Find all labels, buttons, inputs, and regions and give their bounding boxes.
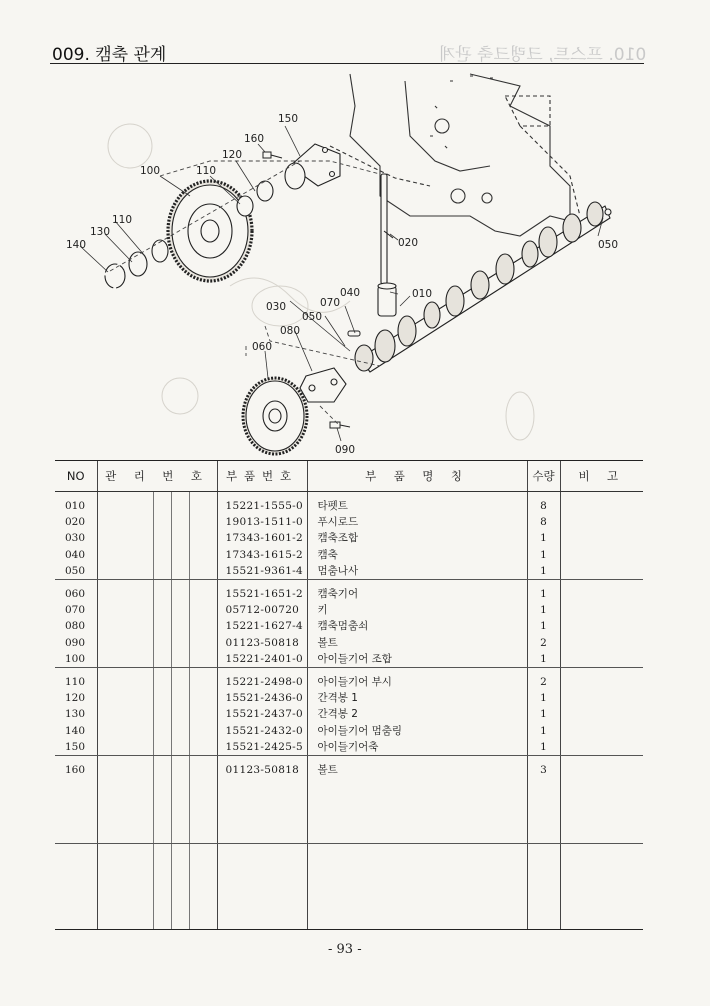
cell-part-no-value: 17343-1601-2: [225, 532, 304, 545]
cell-part-name: [307, 579, 527, 667]
cell-part-no: [217, 755, 307, 843]
cell-mgmt-3: [171, 843, 189, 929]
exploded-parts-diagram: [50, 66, 650, 461]
cell-no-value: 070: [65, 604, 86, 617]
cell-mgmt-4: [189, 667, 217, 755]
cell-part-no-value: 19013-1511-0: [225, 516, 304, 529]
cell-remarks: [560, 755, 643, 843]
title-rule: [50, 63, 644, 64]
callout-030: 030: [266, 301, 287, 313]
cell-mgmt-2: [153, 579, 171, 667]
cell-mgmt-1: [97, 579, 153, 667]
cell-mgmt-2: [153, 755, 171, 843]
cell-no-value: 080: [65, 620, 86, 633]
cell-remarks: [560, 667, 643, 755]
parts-table: [55, 460, 643, 930]
cell-part-name: [307, 843, 527, 929]
cell-mgmt-4: [189, 755, 217, 843]
cell-qty-value: 1: [540, 532, 547, 545]
cell-qty-value: 1: [540, 652, 547, 665]
cell-no-value: 130: [65, 708, 86, 721]
table-row-group: [55, 843, 643, 929]
col-header-mgmt-no: 관 리 번 호: [97, 461, 217, 492]
cell-mgmt-1: [97, 667, 153, 755]
callout-010: 010: [412, 288, 433, 300]
cell-no-value: 030: [65, 532, 86, 545]
cell-mgmt-1: [97, 755, 153, 843]
cell-part-no: [217, 843, 307, 929]
cell-part-name: [307, 667, 527, 755]
callout-150: 150: [278, 113, 299, 125]
cell-qty-value: 1: [540, 740, 547, 753]
cell-remarks: [560, 492, 643, 580]
callout-080: 080: [280, 325, 301, 337]
cell-mgmt-3: [171, 667, 189, 755]
cell-part-no-value: 15221-2498-0: [225, 675, 304, 688]
cell-no: [55, 667, 97, 755]
cell-part-name-value: 아이들기어축: [317, 740, 379, 753]
cell-qty-value: 8: [540, 516, 547, 529]
cell-qty-value: 1: [540, 548, 547, 561]
cell-mgmt-3: [171, 579, 189, 667]
cell-no-value: 040: [65, 548, 86, 561]
table-row-group: [55, 492, 643, 580]
cell-part-no-value: 15521-2432-0: [225, 724, 304, 737]
cell-part-no-value: 15221-2401-0: [225, 652, 304, 665]
col-header-qty: 수량: [527, 461, 560, 492]
cell-part-no-value: 15521-2425-5: [225, 740, 304, 753]
col-header-part-name: 부 품 명 칭: [307, 461, 527, 492]
key: [348, 331, 360, 336]
cell-part-no-value: 05712-00720: [225, 604, 300, 617]
cell-part-no-value: 15521-2436-0: [225, 692, 304, 705]
cell-part-name: [307, 755, 527, 843]
cell-part-no-value: 15221-1627-4: [225, 620, 304, 633]
cell-no-value: 160: [65, 763, 86, 776]
cell-qty-value: 2: [540, 675, 547, 688]
cell-no-value: 100: [65, 652, 86, 665]
page-number: - 93 -: [328, 942, 362, 957]
tappet: [378, 283, 396, 316]
cell-qty: [527, 667, 560, 755]
cell-part-name-value: 푸시로드: [317, 516, 359, 529]
callout-070: 070: [320, 297, 341, 309]
cell-part-no: [217, 667, 307, 755]
cell-qty-value: 2: [540, 636, 547, 649]
callout-160: 160: [244, 133, 265, 145]
cell-mgmt-2: [153, 492, 171, 580]
cell-part-no-value: 01123-50818: [225, 636, 300, 649]
callout-090: 090: [335, 444, 356, 456]
cell-no: [55, 579, 97, 667]
cell-part-no-value: 15521-2437-0: [225, 708, 304, 721]
cell-mgmt-2: [153, 843, 171, 929]
cell-mgmt-2: [153, 667, 171, 755]
camshaft-stopper: [300, 368, 346, 402]
cell-part-name-value: 캠축멈춤쇠: [317, 620, 369, 633]
cell-part-name-value: 볼트: [317, 763, 338, 776]
cell-no-value: 050: [65, 564, 86, 577]
callout-140: 140: [66, 239, 87, 251]
cell-part-no-value: 01123-50818: [225, 763, 300, 776]
table-row-group: [55, 579, 643, 667]
cell-part-name-value: 아이들기어 멈춤링: [317, 724, 402, 737]
cam-gear: [243, 378, 307, 454]
callout-110-lower: 110: [112, 214, 133, 226]
cell-mgmt-1: [97, 843, 153, 929]
cell-qty: [527, 492, 560, 580]
bleed-through-title: 010. 프스트, 크랭크축 관계: [438, 45, 646, 65]
callout-130: 130: [90, 226, 111, 238]
cell-no: [55, 843, 97, 929]
cell-part-name-value: 볼트: [317, 636, 338, 649]
table-row-group: [55, 755, 643, 843]
cell-no-value: 090: [65, 636, 86, 649]
cell-part-name-value: 캠축기어: [317, 587, 359, 600]
callout-040: 040: [340, 287, 361, 299]
cell-part-name-value: 캠축조합: [317, 532, 359, 545]
cell-qty: [527, 579, 560, 667]
idle-gear-shaft: [285, 144, 340, 189]
cell-mgmt-4: [189, 492, 217, 580]
cell-qty-value: 1: [540, 564, 547, 577]
cell-part-name-value: 멈춤나사: [317, 564, 359, 577]
cell-part-name-value: 아이들기어 부시: [317, 675, 392, 688]
cell-no-value: 020: [65, 516, 86, 529]
cell-part-no-value: 15521-1651-2: [225, 587, 304, 600]
cell-no-value: 140: [65, 724, 86, 737]
cell-no-value: 010: [65, 500, 86, 512]
cell-part-name-value: 아이들기어 조합: [317, 652, 392, 665]
section-title: 009. 캠축 관계: [52, 45, 167, 65]
engine-block: [330, 74, 580, 236]
col-header-remarks: 비 고: [560, 461, 643, 492]
cell-part-no-value: 17343-1615-2: [225, 548, 304, 561]
callout-050-left: 050: [302, 311, 323, 323]
cell-mgmt-3: [171, 492, 189, 580]
cell-mgmt-3: [171, 755, 189, 843]
cell-qty-value: 1: [540, 604, 547, 617]
cell-no: [55, 492, 97, 580]
callout-020: 020: [398, 237, 419, 249]
table-header-row: [55, 461, 643, 492]
cell-mgmt-1: [97, 492, 153, 580]
cell-no-value: 150: [65, 740, 86, 753]
cell-no: [55, 755, 97, 843]
cell-no-value: 110: [65, 675, 86, 688]
callout-120: 120: [222, 149, 243, 161]
cell-mgmt-4: [189, 843, 217, 929]
cell-qty-value: 1: [540, 692, 547, 705]
bolt-160: [263, 152, 282, 158]
bolt-090: [330, 422, 350, 428]
cell-part-no: [217, 579, 307, 667]
cell-qty: [527, 843, 560, 929]
cell-qty-value: 1: [540, 620, 547, 633]
col-header-no: NO: [55, 461, 97, 492]
cell-qty-value: 1: [540, 724, 547, 737]
cell-part-no-value: 15521-9361-4: [225, 564, 304, 577]
cell-part-name-value: 간격봉 2: [317, 708, 358, 721]
cell-no-value: 120: [65, 692, 86, 705]
cell-part-no: [217, 492, 307, 580]
cell-qty-value: 1: [540, 587, 547, 600]
cell-part-name-value: 간격봉 1: [317, 692, 358, 705]
col-header-part-no: 부품번호: [217, 461, 307, 492]
cell-no-value: 060: [65, 587, 86, 600]
push-rod: [381, 174, 393, 284]
cell-part-name-value: 타펫트: [317, 500, 348, 512]
cell-part-name: [307, 492, 527, 580]
cell-qty: [527, 755, 560, 843]
cell-part-name-value: 캠축: [317, 548, 338, 561]
cell-part-name-value: 키: [317, 604, 328, 617]
cell-qty-value: 8: [540, 500, 547, 512]
callout-100: 100: [140, 165, 161, 177]
cell-qty-value: 3: [540, 763, 547, 776]
callout-110-upper: 110: [196, 165, 217, 177]
cell-part-no-value: 15221-1555-0: [225, 500, 304, 512]
cell-qty-value: 1: [540, 708, 547, 721]
cell-remarks: [560, 579, 643, 667]
cell-mgmt-4: [189, 579, 217, 667]
callout-050-right: 050: [598, 239, 619, 251]
callout-060: 060: [252, 341, 273, 353]
cell-remarks: [560, 843, 643, 929]
table-row-group: [55, 667, 643, 755]
